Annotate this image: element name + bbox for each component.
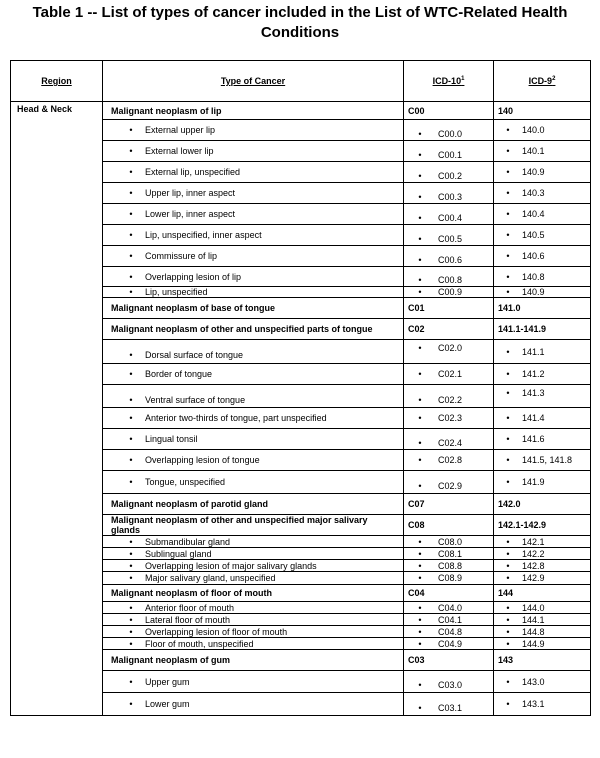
icd10-cell: • C04.1: [404, 614, 494, 626]
type-cell: • Overlapping lesion of floor of mouth: [103, 626, 404, 638]
type-cell: Malignant neoplasm of other and unspecified parts of tongue: [103, 319, 404, 340]
bullet-glyph: •: [506, 560, 510, 571]
bullet-glyph: •: [506, 602, 510, 613]
icd9-cell: • 141.3: [494, 385, 591, 408]
bullet-glyph: •: [418, 702, 422, 713]
icd9-cell: • 140.5: [494, 225, 591, 246]
type-cell: • Major salivary gland, unspecified: [103, 572, 404, 585]
type-cell: • External upper lip: [103, 120, 404, 141]
icd9-cell: • 140.4: [494, 204, 591, 225]
icd9-cell: • 144.8: [494, 626, 591, 638]
icd10-cell: • C00.6: [404, 246, 494, 267]
cancer-types-table: [10, 60, 591, 716]
bullet-glyph: •: [129, 548, 133, 559]
bullet-glyph: •: [506, 209, 510, 219]
icd9-cell: • 141.9: [494, 471, 591, 494]
type-cell: • Overlapping lesion of lip: [103, 267, 404, 287]
bullet-glyph: •: [129, 455, 133, 465]
bullet-glyph: •: [506, 369, 510, 379]
icd10-cell: • C00.1: [404, 141, 494, 162]
bullet-glyph: •: [506, 536, 510, 547]
bullet-glyph: •: [129, 560, 133, 571]
bullet-glyph: •: [129, 251, 133, 261]
icd10-cell: • C00.0: [404, 120, 494, 141]
icd10-cell: C03: [404, 650, 494, 671]
bullet-glyph: •: [129, 369, 133, 379]
bullet-glyph: •: [418, 536, 422, 547]
icd9-cell: • 140.0: [494, 120, 591, 141]
icd10-cell: • C00.3: [404, 183, 494, 204]
bullet-glyph: •: [506, 346, 510, 357]
bullet-glyph: •: [418, 128, 422, 139]
bullet-glyph: •: [418, 254, 422, 265]
bullet-glyph: •: [418, 413, 422, 423]
bullet-glyph: •: [506, 699, 510, 709]
icd10-cell: • C04.0: [404, 602, 494, 614]
icd10-cell: C07: [404, 494, 494, 515]
bullet-glyph: •: [506, 167, 510, 177]
bullet-glyph: •: [418, 287, 422, 297]
icd9-cell: • 142.8: [494, 560, 591, 572]
bullet-glyph: •: [506, 387, 510, 398]
bullet-glyph: •: [506, 477, 510, 487]
cancer-category-row: [11, 102, 591, 120]
icd9-cell: • 141.1: [494, 340, 591, 364]
bullet-glyph: •: [418, 573, 422, 583]
bullet-glyph: •: [418, 170, 422, 181]
icd9-cell: • 140.6: [494, 246, 591, 267]
bullet-glyph: •: [129, 287, 133, 297]
icd10-header: ICD-$10^1$: [404, 61, 494, 102]
icd9-cell: • 140.9: [494, 287, 591, 298]
icd10-cell: • C04.9: [404, 638, 494, 650]
icd10-cell: • C02.3: [404, 408, 494, 429]
icd10-cell: • C08.9: [404, 572, 494, 585]
type-header: Type of Cancer: [103, 61, 404, 102]
icd10-cell: • C00.4: [404, 204, 494, 225]
icd9-cell: • 141.2: [494, 364, 591, 385]
icd9-header: ICD-$9^2$: [494, 61, 591, 102]
icd9-cell: • 143.0: [494, 671, 591, 693]
icd9-cell: • 144.0: [494, 602, 591, 614]
bullet-glyph: •: [418, 480, 422, 491]
type-cell: • Overlapping lesion of tongue: [103, 450, 404, 471]
bullet-glyph: •: [418, 437, 422, 448]
bullet-glyph: •: [506, 146, 510, 156]
icd10-cell: • C00.2: [404, 162, 494, 183]
icd10-cell: • C02.9: [404, 471, 494, 494]
icd10-cell: • C03.0: [404, 671, 494, 693]
icd10-cell: • C04.8: [404, 626, 494, 638]
icd10-cell: • C02.8: [404, 450, 494, 471]
type-cell: • Floor of mouth, unspecified: [103, 638, 404, 650]
bullet-glyph: •: [506, 271, 510, 282]
icd9-cell: 143: [494, 650, 591, 671]
bullet-glyph: •: [129, 614, 133, 625]
icd10-cell: • C08.1: [404, 548, 494, 560]
type-cell: • Commissure of lip: [103, 246, 404, 267]
icd9-cell: • 141.5, 141.8: [494, 450, 591, 471]
icd10-cell: • C08.8: [404, 560, 494, 572]
header-row: [11, 61, 591, 102]
bullet-glyph: •: [129, 350, 133, 360]
icd9-cell: • 140.8: [494, 267, 591, 287]
icd9-cell: • 140.9: [494, 162, 591, 183]
bullet-glyph: •: [418, 343, 422, 353]
icd9-cell: • 142.9: [494, 572, 591, 585]
bullet-glyph: •: [506, 573, 510, 583]
bullet-glyph: •: [418, 394, 422, 405]
bullet-glyph: •: [418, 548, 422, 559]
bullet-glyph: •: [506, 287, 510, 297]
bullet-glyph: •: [418, 233, 422, 244]
type-cell: • Lip, unspecified: [103, 287, 404, 298]
bullet-glyph: •: [418, 680, 422, 690]
icd9-cell: • 142.1: [494, 536, 591, 548]
bullet-glyph: •: [129, 271, 133, 282]
type-cell: • Tongue, unspecified: [103, 471, 404, 494]
type-cell: Malignant neoplasm of floor of mouth: [103, 585, 404, 602]
icd10-cell: • C08.0: [404, 536, 494, 548]
icd9-cell: 142.0: [494, 494, 591, 515]
icd10-cell: • C02.1: [404, 364, 494, 385]
bullet-glyph: •: [506, 455, 510, 465]
bullet-glyph: •: [506, 251, 510, 261]
bullet-glyph: •: [129, 573, 133, 583]
icd10-cell: • C00.8: [404, 267, 494, 287]
type-cell: Malignant neoplasm of other and unspecified major salivary glands: [103, 515, 404, 536]
bullet-glyph: •: [418, 149, 422, 160]
bullet-glyph: •: [129, 394, 133, 405]
icd10-cell: • C02.4: [404, 429, 494, 450]
icd9-cell: • 143.1: [494, 693, 591, 716]
bullet-glyph: •: [418, 212, 422, 223]
type-cell: • Overlapping lesion of major salivary glands: [103, 560, 404, 572]
icd10-cell: C08: [404, 515, 494, 536]
type-cell: • Upper lip, inner aspect: [103, 183, 404, 204]
icd9-cell: • 140.3: [494, 183, 591, 204]
icd10-cell: • C03.1: [404, 693, 494, 716]
bullet-glyph: •: [418, 369, 422, 379]
type-cell: • Anterior floor of mouth: [103, 602, 404, 614]
bullet-glyph: •: [418, 638, 422, 649]
bullet-glyph: •: [418, 614, 422, 625]
icd9-cell: • 144.9: [494, 638, 591, 650]
type-cell: • Dorsal surface of tongue: [103, 340, 404, 364]
type-cell: • Upper gum: [103, 671, 404, 693]
bullet-glyph: •: [129, 146, 133, 156]
icd9-cell: • 142.2: [494, 548, 591, 560]
bullet-glyph: •: [506, 434, 510, 444]
bullet-glyph: •: [506, 676, 510, 687]
icd9-cell: 142.1-142.9: [494, 515, 591, 536]
type-cell: Malignant neoplasm of base of tongue: [103, 298, 404, 319]
bullet-glyph: •: [129, 167, 133, 177]
icd9-cell: • 141.4: [494, 408, 591, 429]
bullet-glyph: •: [506, 614, 510, 625]
icd10-cell: C04: [404, 585, 494, 602]
type-cell: • Sublingual gland: [103, 548, 404, 560]
type-cell: Malignant neoplasm of gum: [103, 650, 404, 671]
bullet-glyph: •: [129, 699, 133, 709]
bullet-glyph: •: [129, 209, 133, 219]
bullet-glyph: •: [506, 548, 510, 559]
bullet-glyph: •: [418, 455, 422, 465]
bullet-glyph: •: [506, 638, 510, 649]
type-cell: • Border of tongue: [103, 364, 404, 385]
bullet-glyph: •: [506, 626, 510, 637]
icd10-cell: • C02.0: [404, 340, 494, 364]
icd9-cell: • 140.1: [494, 141, 591, 162]
bullet-glyph: •: [129, 676, 133, 687]
bullet-glyph: •: [418, 602, 422, 613]
type-cell: • External lower lip: [103, 141, 404, 162]
bullet-glyph: •: [129, 638, 133, 649]
type-cell: • Lingual tonsil: [103, 429, 404, 450]
region-header: Region: [11, 61, 103, 102]
bullet-glyph: •: [418, 560, 422, 571]
type-cell: • Submandibular gland: [103, 536, 404, 548]
icd10-cell: • C02.2: [404, 385, 494, 408]
bullet-glyph: •: [129, 413, 133, 423]
bullet-glyph: •: [129, 626, 133, 637]
type-cell: • Ventral surface of tongue: [103, 385, 404, 408]
type-cell: • Anterior two-thirds of tongue, part unspecified: [103, 408, 404, 429]
icd9-cell: 140: [494, 102, 591, 120]
icd10-cell: • C00.9: [404, 287, 494, 298]
region-cell: Head & Neck: [11, 102, 103, 716]
type-cell: • Lower gum: [103, 693, 404, 716]
icd10-cell: C01: [404, 298, 494, 319]
icd10-cell: C00: [404, 102, 494, 120]
bullet-glyph: •: [129, 434, 133, 444]
type-cell: • Lower lip, inner aspect: [103, 204, 404, 225]
icd9-cell: 141.1-141.9: [494, 319, 591, 340]
bullet-glyph: •: [129, 125, 133, 135]
type-cell: • Lateral floor of mouth: [103, 614, 404, 626]
type-cell: • External lip, unspecified: [103, 162, 404, 183]
bullet-glyph: •: [418, 191, 422, 202]
bullet-glyph: •: [129, 477, 133, 487]
bullet-glyph: •: [129, 536, 133, 547]
bullet-glyph: •: [418, 626, 422, 637]
table-title: Table 1 -- List of types of cancer included in the List of WTC-Related Health Conditions: [32, 4, 568, 41]
type-cell: Malignant neoplasm of parotid gland: [103, 494, 404, 515]
icd10-cell: C02: [404, 319, 494, 340]
bullet-glyph: •: [506, 188, 510, 198]
bullet-glyph: •: [129, 602, 133, 613]
bullet-glyph: •: [506, 413, 510, 423]
type-cell: Malignant neoplasm of lip: [103, 102, 404, 120]
bullet-glyph: •: [418, 275, 422, 285]
bullet-glyph: •: [129, 230, 133, 240]
icd9-cell: • 141.6: [494, 429, 591, 450]
icd9-cell: 141.0: [494, 298, 591, 319]
icd9-cell: • 144.1: [494, 614, 591, 626]
bullet-glyph: •: [506, 125, 510, 135]
icd10-cell: • C00.5: [404, 225, 494, 246]
type-cell: • Lip, unspecified, inner aspect: [103, 225, 404, 246]
bullet-glyph: •: [506, 230, 510, 240]
icd9-cell: 144: [494, 585, 591, 602]
bullet-glyph: •: [129, 188, 133, 198]
